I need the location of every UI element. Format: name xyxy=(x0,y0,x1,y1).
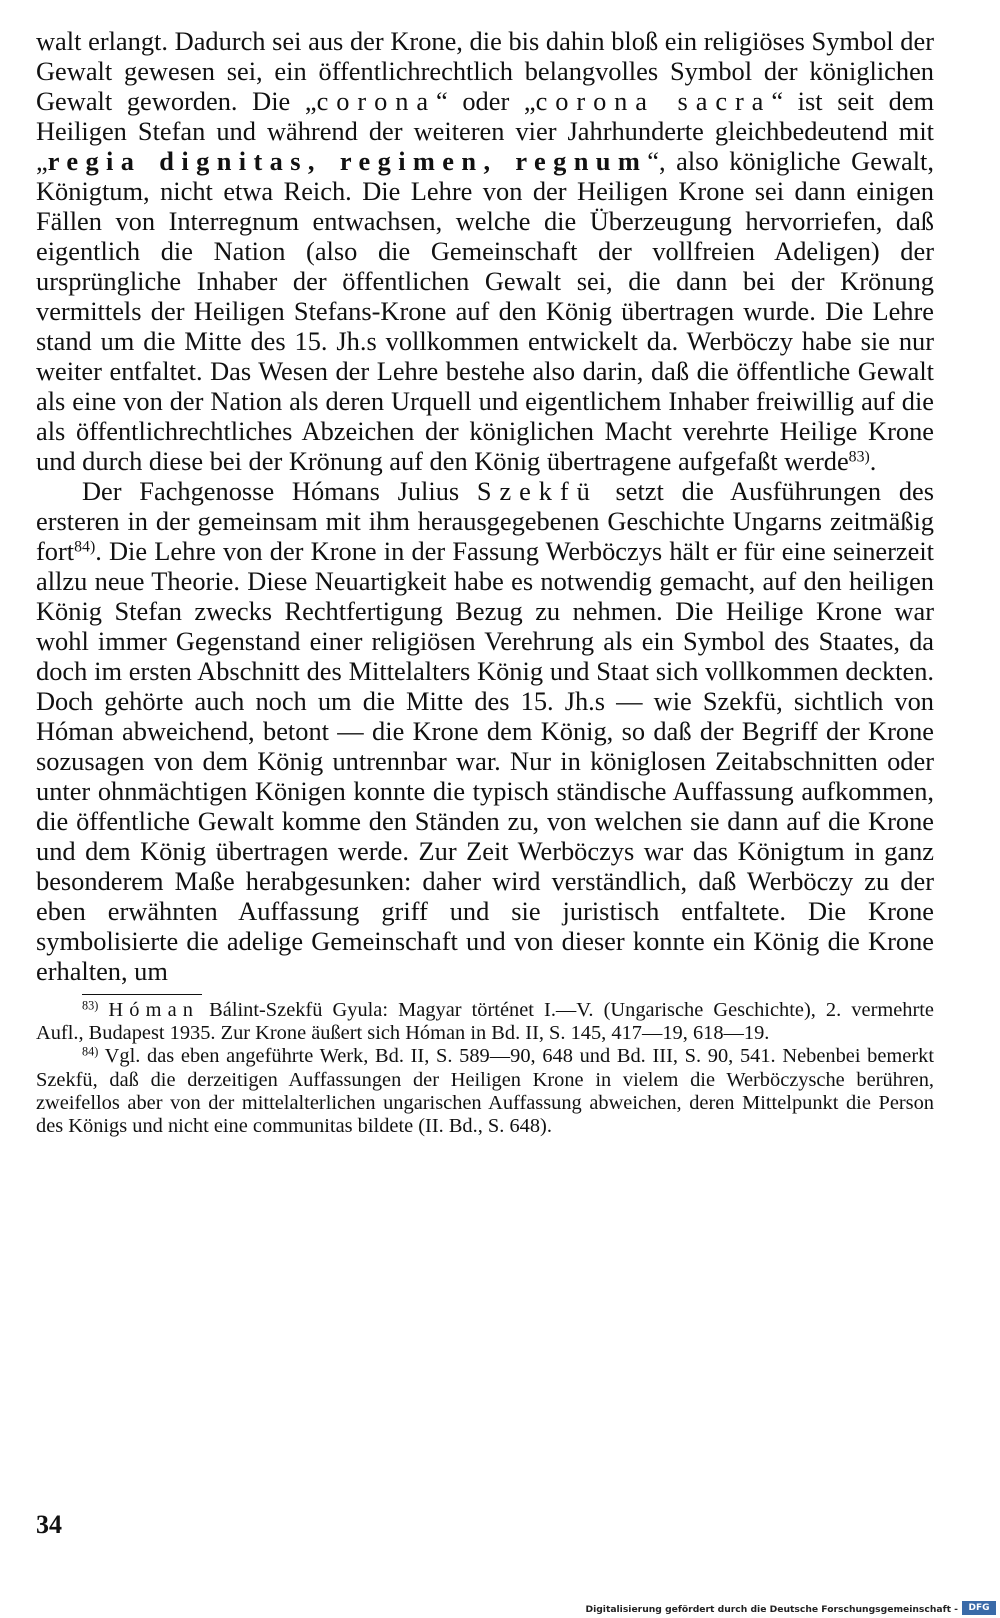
footnote-divider xyxy=(82,994,202,995)
text-run: . xyxy=(869,446,877,476)
digitization-credit: Digitalisierung gefördert durch die Deutsche Forschungsgemeinschaft - xyxy=(585,1604,958,1615)
footnote-text: Vgl. das eben angeführte Werk, Bd. II, S. 589—90, 648 und Bd. III, S. 90, 541. Nebenbei bemerkt Szekfü, daß die derzeitigen Auffassungen der Heiligen Krone in vielem die Werböczysche berühren, zweifellos aber von der mittelalterlichen ungarischen Auffassung abweichen, deren Mittelpunkt die Person des Königs und nicht eine communitas bildete (II. Bd., S. 648). xyxy=(36,1045,934,1138)
page xyxy=(36,26,934,1138)
paragraph-1 xyxy=(36,26,934,476)
text-run: “, also königliche Gewalt, Königtum, nicht etwa Reich. Die Lehre von der Heiligen Krone sei dann einigen Fällen von Interregnum entwachsen, welche die Überzeugung hervorriefen, daß eigentlich die Nation (also die Gemeinschaft der vollfreien Adeligen) der ursprüngliche Inhaber der öffentlichen Gewalt sei, die dann bei der Krönung vermittels der Heiligen Stefans-Krone auf den König übertragen wurde. Die Lehre stand um die Mitte des 15. Jh.s vollkommen entwickelt da. Werböczy habe sie nur weiter entfaltet. Das Wesen der Lehre bestehe also darin, daß die öffentliche Gewalt als eine von der Nation als deren Urquell und eigentlichem Inhaber freiwillig auf die als öffentlichrechtliches Abzeichen der königlichen Macht verehrte Heilige Krone und durch diese bei der Krönung auf den König übertragene aufgefaßt werde xyxy=(36,146,934,476)
paragraph-2 xyxy=(36,476,934,986)
spaced-term-corona-sacra: corona sacra xyxy=(535,86,772,116)
spaced-term-regia-dignitas: regia dignitas, regimen, regnum xyxy=(47,146,648,176)
footnote-author: Hóman xyxy=(108,999,200,1021)
footnote-ref-83: 83) xyxy=(848,448,870,466)
text-run: “ ist seit dem Heiligen Stefan und während der weiteren vier Jahrhunderte gleichbedeutend mit „ xyxy=(36,86,935,176)
text-run: Der Fachgenosse Hómans Julius xyxy=(82,476,477,506)
text-run: setzt die Ausführungen des ersteren in der gemeinsam mit ihm herausgegebenen Geschichte Ungarns zeitmäßig fort xyxy=(36,476,934,566)
footnote-83 xyxy=(36,999,934,1045)
footnote-84 xyxy=(36,1045,934,1138)
footnote-mark: 84) xyxy=(82,1044,99,1059)
spaced-term-corona: corona xyxy=(316,86,436,116)
text-run: walt erlangt. Dadurch sei aus der Krone, die bis dahin bloß ein religiöses Symbol der Gewalt gewesen sei, ein öffentlichrechtlich belangvolles Symbol der königlichen Gewalt geworden. Die „ xyxy=(36,26,934,116)
text-run: . Die Lehre von der Krone in der Fassung Werböczys hält er für eine seinerzeit allzu neue Theorie. Diese Neuartigkeit habe es notwendig gemacht, auf den heiligen König Stefan zwecks Rechtfertigung Bezug zu nehmen. Die Heilige Krone war wohl immer Gegenstand einer religiösen Verehrung als ein Symbol des Staates, da doch im ersten Abschnitt des Mittelalters König und Staat sich vollkommen deckten. Doch gehörte auch noch um die Mitte des 15. Jh.s — wie Szekfü, sichtlich von Hóman abweichend, betont — die Krone dem König, so daß der Begriff der Krone sozusagen von dem König untrennbar war. Nur in königlosen Zeitabschnitten oder unter ohnmächtigen Königen konnte die typisch ständische Auffassung aufkommen, die öffentliche Gewalt komme den Ständen zu, von welchen sie dann auf die Krone und dem König übertragen werde. Zur Zeit Werböczys war das Königtum in ganz besonderem Maße herabgesunken: daher wird verständlich, daß Werböczy zu der eben erwähnten Auffassung griff und sie juristisch entfaltete. Die Krone symbolisierte die adelige Gemeinschaft und von dieser konnte ein König die Krone erhalten, um xyxy=(36,536,934,986)
footnote-mark: 83) xyxy=(82,998,99,1013)
spaced-name-szekfu: Szekfü xyxy=(476,476,598,506)
footnotes xyxy=(36,999,934,1138)
main-text xyxy=(36,26,934,986)
text-run: “ oder „ xyxy=(435,86,536,116)
footnote-text: Bálint-Szekfü Gyula: Magyar történet I.—V. (Ungarische Geschichte), 2. vermehrte Aufl., Budapest 1935. Zur Krone äußert sich Hóman in Bd. II, S. 145, 417—19, 618—19. xyxy=(36,999,934,1045)
page-number: 34 xyxy=(36,1510,62,1539)
footnote-ref-84: 84) xyxy=(74,538,96,556)
dfg-logo: DFG xyxy=(962,1601,996,1615)
